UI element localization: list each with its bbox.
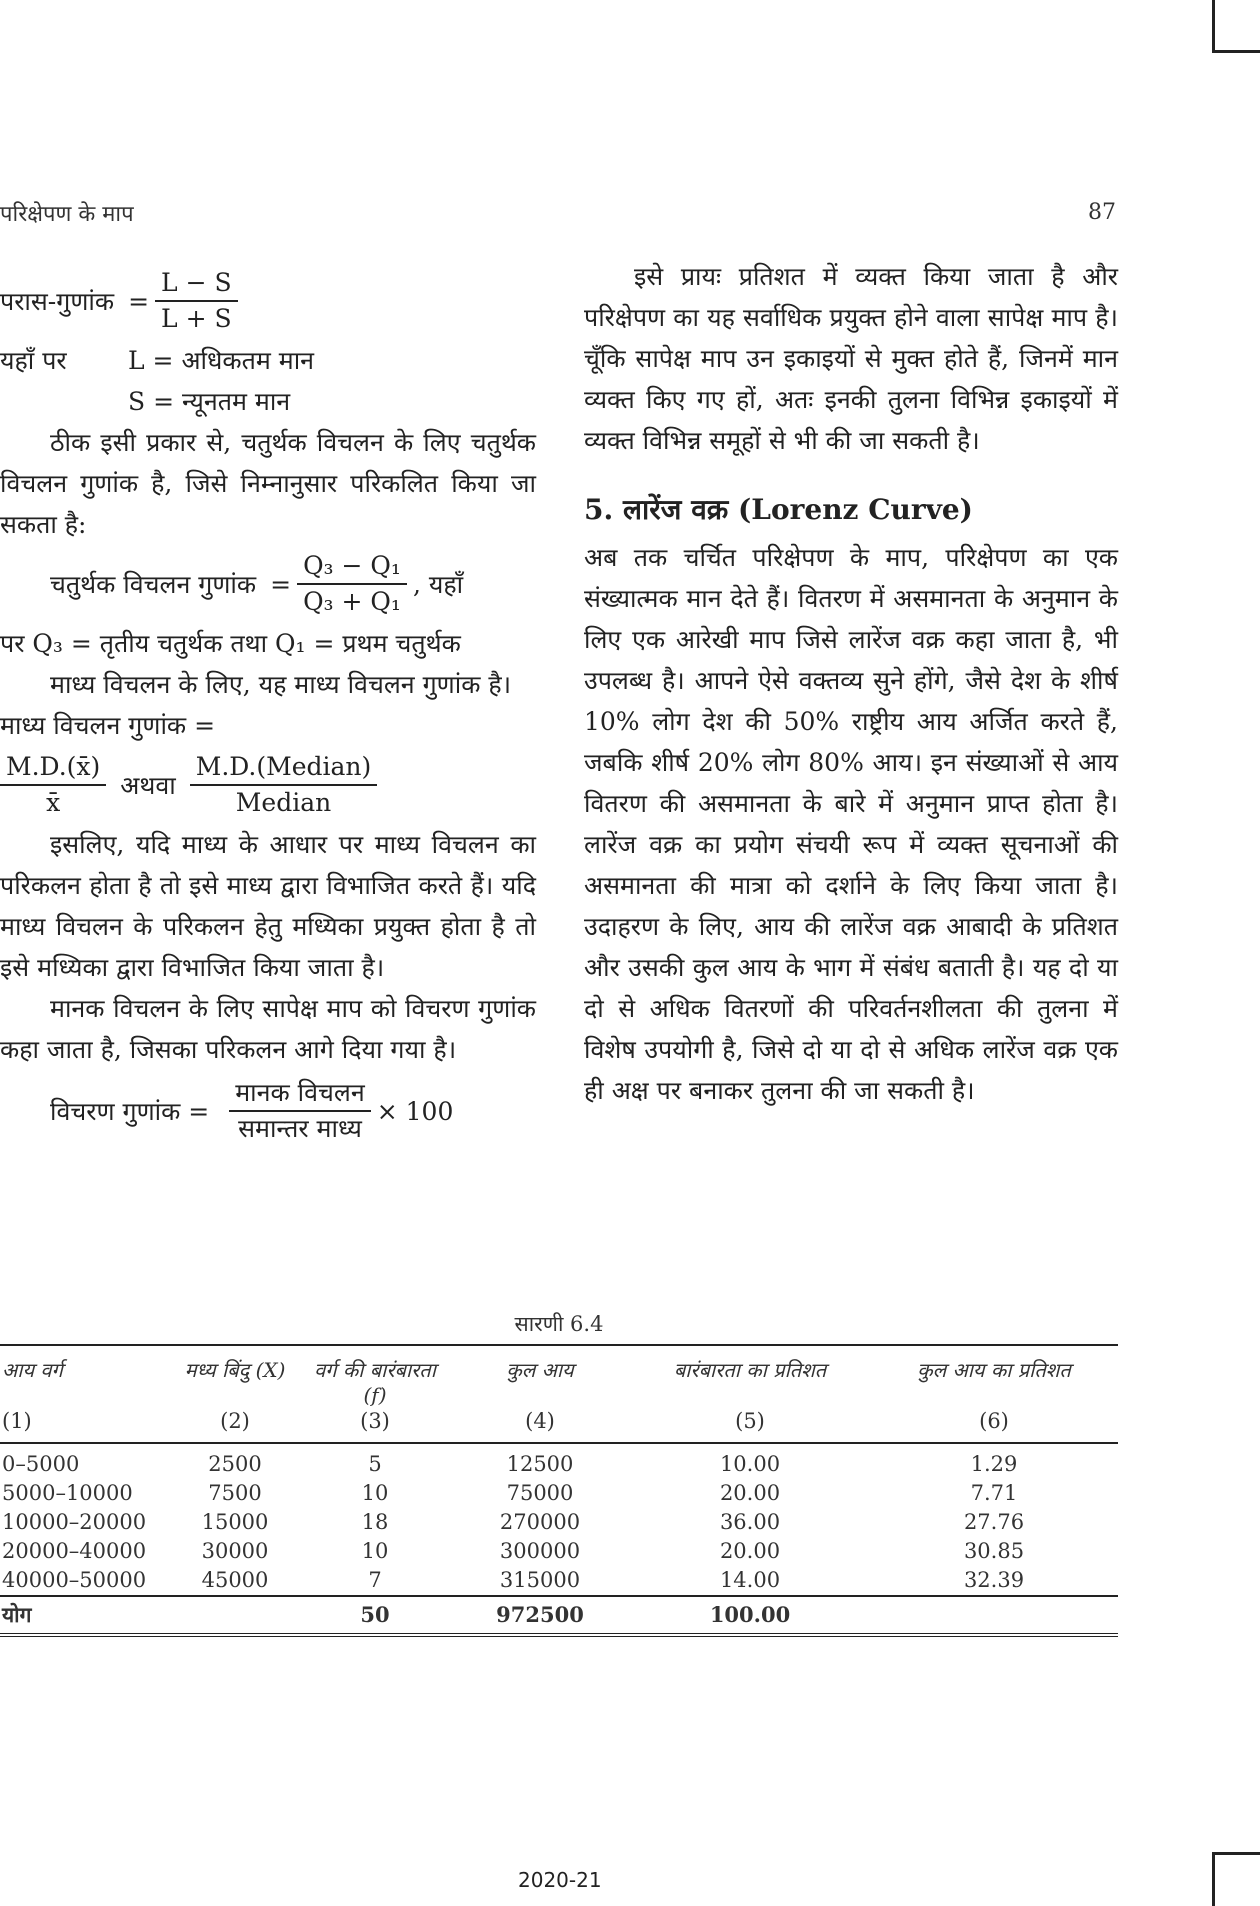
total-frequency: 50 [360,1602,390,1627]
cell: 30.85 [963,1539,1025,1563]
md-denominator-mean: x̄ [46,788,61,817]
coefficient-variation-formula [0,1070,536,1152]
crop-mark-top-right [1212,0,1260,53]
cell: 1.29 [970,1452,1018,1476]
col-number: (3) [360,1409,390,1433]
cell: 18 [361,1510,389,1534]
qd-fraction [297,549,407,619]
cell [870,1596,1118,1635]
cell: 75000 [506,1481,574,1505]
cell: 10000–20000 [2,1510,147,1534]
cv-label: विचरण गुणांक = [50,1096,210,1126]
S-definition: S = न्यूनतम मान [128,387,291,416]
cell: 14.00 [719,1568,781,1592]
col-number: (2) [220,1409,250,1433]
cell: 27.76 [963,1510,1025,1534]
cell: 15000 [201,1510,269,1534]
mean-deviation-paragraph: माध्य विचलन के लिए, यह माध्य विचलन गुणांक है। [50,670,512,699]
total-frequency-percent: 100.00 [709,1602,791,1627]
col-header-frequency: वर्ग की बारंबारता (f) [314,1358,436,1407]
cell: 270000 [499,1510,581,1534]
qd-tail: , यहाँ [412,569,464,599]
cell: 40000–50000 [2,1568,147,1592]
cell: 20.00 [719,1481,781,1505]
cell: 10.00 [719,1452,781,1476]
cell: 30000 [201,1539,269,1563]
range-coefficient-formula: परास-गुणांक = $\frac{L - S}{L + S}$ [0,262,536,340]
quartile-deviation-formula: चतुर्थक विचलन गुणांक = $\frac{\text{Q₃ − Q₁}}{\text{Q₃ + Q₁}}$ , यहाँ [0,545,536,623]
cell: 7.71 [970,1481,1018,1505]
md-numerator-median: M.D.(Median) [190,750,378,786]
quartile-deviation-paragraph: ठीक इसी प्रकार से, चतुर्थक विचलन के लिए चतुर्थक विचलन गुणांक है, जिसे निम्नानुसार परिकलित किया जा सकता है: [0,428,536,539]
cell: 315000 [499,1568,581,1592]
quartile-definition: पर Q₃ = तृतीय चतुर्थक तथा Q₁ = प्रथम चतुर्थक [0,629,461,658]
md-numerator-mean: M.D.(x̄) [0,750,106,786]
total-income: 972500 [496,1602,584,1627]
cell: 10 [361,1481,389,1505]
col-number: (1) [2,1409,32,1433]
cell [170,1596,300,1635]
table-total-row [0,1596,1118,1635]
cv-multiplier: × 100 [376,1096,454,1126]
section-heading-lorenz: 5. लारेंज वक्र (Lorenz Curve) [584,493,973,526]
crop-mark-bottom-right [1212,1852,1260,1906]
table-row [0,1479,1118,1508]
md-denominator-median: Median [235,788,332,817]
lorenz-paragraph: अब तक चर्चित परिक्षेपण के माप, परिक्षेपण का एक संख्यात्मक मान देते हैं। वितरण में असमानता के अनुमान के लिए एक आरेखी माप जिसे लारेंज वक्र कहा जाता है, भी उपलब्ध है। आपने ऐसे वक्तव्य सुने होंगे, जैसे देश के शीर्ष 10% लोग देश की 50% राष्ट्रीय आय अर्जित करते हैं, जबकि शीर्ष 20% लोग 80% आय। इन संख्याओं से आय वितरण की असमानता के बारे में अनुमान प्राप्त होता है। लारेंज वक्र का प्रयोग संचयी रूप में व्यक्त सूचनाओं की असमानता की मात्रा को दर्शाने के लिए किया जाता है। उदाहरण के लिए, आय की लारेंज वक्र आबादी के प्रतिशत और उसकी कुल आय के भाग में संबंध बताती है। यह दो या दो से अधिक वितरणों की परिवर्तनशीलता की तुलना में विशेष उपयोगी है, जिसे दो या दो से अधिक लारेंज वक्र एक ही अक्ष पर बनाकर तुलना की जा सकती है। [584,543,1118,1105]
range-coef-label: परास-गुणांक [0,286,115,316]
left-column [0,262,536,1152]
cv-denominator: समान्तर माध्य [238,1114,362,1143]
md-fraction-median [190,750,378,820]
col-header-income-percent: कुल आय का प्रतिशत [917,1358,1071,1382]
table-row [0,1537,1118,1566]
where-L [0,340,536,381]
md-label: माध्य विचलन गुणांक = [0,711,216,740]
page-number: 87 [1088,200,1116,225]
table-6-4 [0,1344,1118,1637]
col-number: (5) [735,1409,765,1433]
cell: 0–5000 [2,1452,80,1476]
L-definition: L = अधिकतम मान [128,346,315,375]
cell: 32.39 [963,1568,1025,1592]
mean-deviation-paragraph-2: इसलिए, यदि माध्य के आधार पर माध्य विचलन का परिकलन होता है तो इसे माध्य द्वारा विभाजित करते हैं। यदि माध्य विचलन के परिकलन हेतु मध्यिका प्रयुक्त होता है तो इसे मध्यिका द्वारा विभाजित किया जाता है। [0,830,536,982]
cell: 300000 [499,1539,581,1563]
md-or: अथवा [120,770,176,800]
col-header-total-income: कुल आय [506,1358,574,1382]
table-row [0,1443,1118,1479]
cell: 2500 [208,1452,262,1476]
coefficient-variation-paragraph: मानक विचलन के लिए सापेक्ष माप को विचरण गुणांक कहा जाता है, जिसका परिकलन आगे दिया गया है। [0,994,536,1064]
where-label: यहाँ पर [0,346,67,375]
col-header-income-class: आय वर्ग [2,1358,63,1382]
qd-numerator: Q₃ − Q₁ [297,549,407,585]
cv-numerator: मानक विचलन [229,1076,371,1112]
cell: 36.00 [719,1510,781,1534]
footer-year: 2020-21 [518,1868,602,1892]
cell: 5 [368,1452,382,1476]
col-number: (4) [525,1409,555,1433]
qd-denominator: Q₃ + Q₁ [303,587,401,616]
cell: 7 [368,1568,382,1592]
md-fraction-mean [0,750,106,820]
col-number: (6) [979,1409,1009,1433]
mean-deviation-formula [0,746,536,824]
table-row [0,1508,1118,1537]
range-denominator: L + S [161,304,232,333]
relative-measure-paragraph: इसे प्रायः प्रतिशत में व्यक्त किया जाता है और परिक्षेपण का यह सर्वाधिक प्रयुक्त होने वाला सापेक्ष माप है। चूँकि सापेक्ष माप उन इकाइयों से मुक्त होते हैं, जिनमें मान व्यक्त किए गए हों, अतः इनकी तुलना विभिन्न इकाइयों में व्यक्त विभिन्न समूहों से भी की जा सकती है। [584,262,1118,455]
cell: 7500 [208,1481,262,1505]
col-header-frequency-percent: बारंबारता का प्रतिशत [673,1358,827,1382]
cell: 10 [361,1539,389,1563]
table-row [0,1566,1118,1596]
right-column [584,256,1118,1111]
range-numerator: L − S [155,266,238,302]
cell: 45000 [201,1568,269,1592]
cv-fraction [229,1076,371,1146]
total-label: योग [2,1602,32,1627]
chapter-title: परिक्षेपण के माप [0,202,134,227]
qd-label: चतुर्थक विचलन गुणांक [50,569,257,599]
table-caption: सारणी 6.4 [514,1312,604,1336]
cell: 20000–40000 [2,1539,147,1563]
col-header-mid-point: मध्य बिंदु (X) [184,1358,286,1382]
where-S [0,381,536,422]
range-fraction [155,266,238,336]
cell: 5000–10000 [2,1481,133,1505]
cell: 12500 [506,1452,574,1476]
cell: 20.00 [719,1539,781,1563]
